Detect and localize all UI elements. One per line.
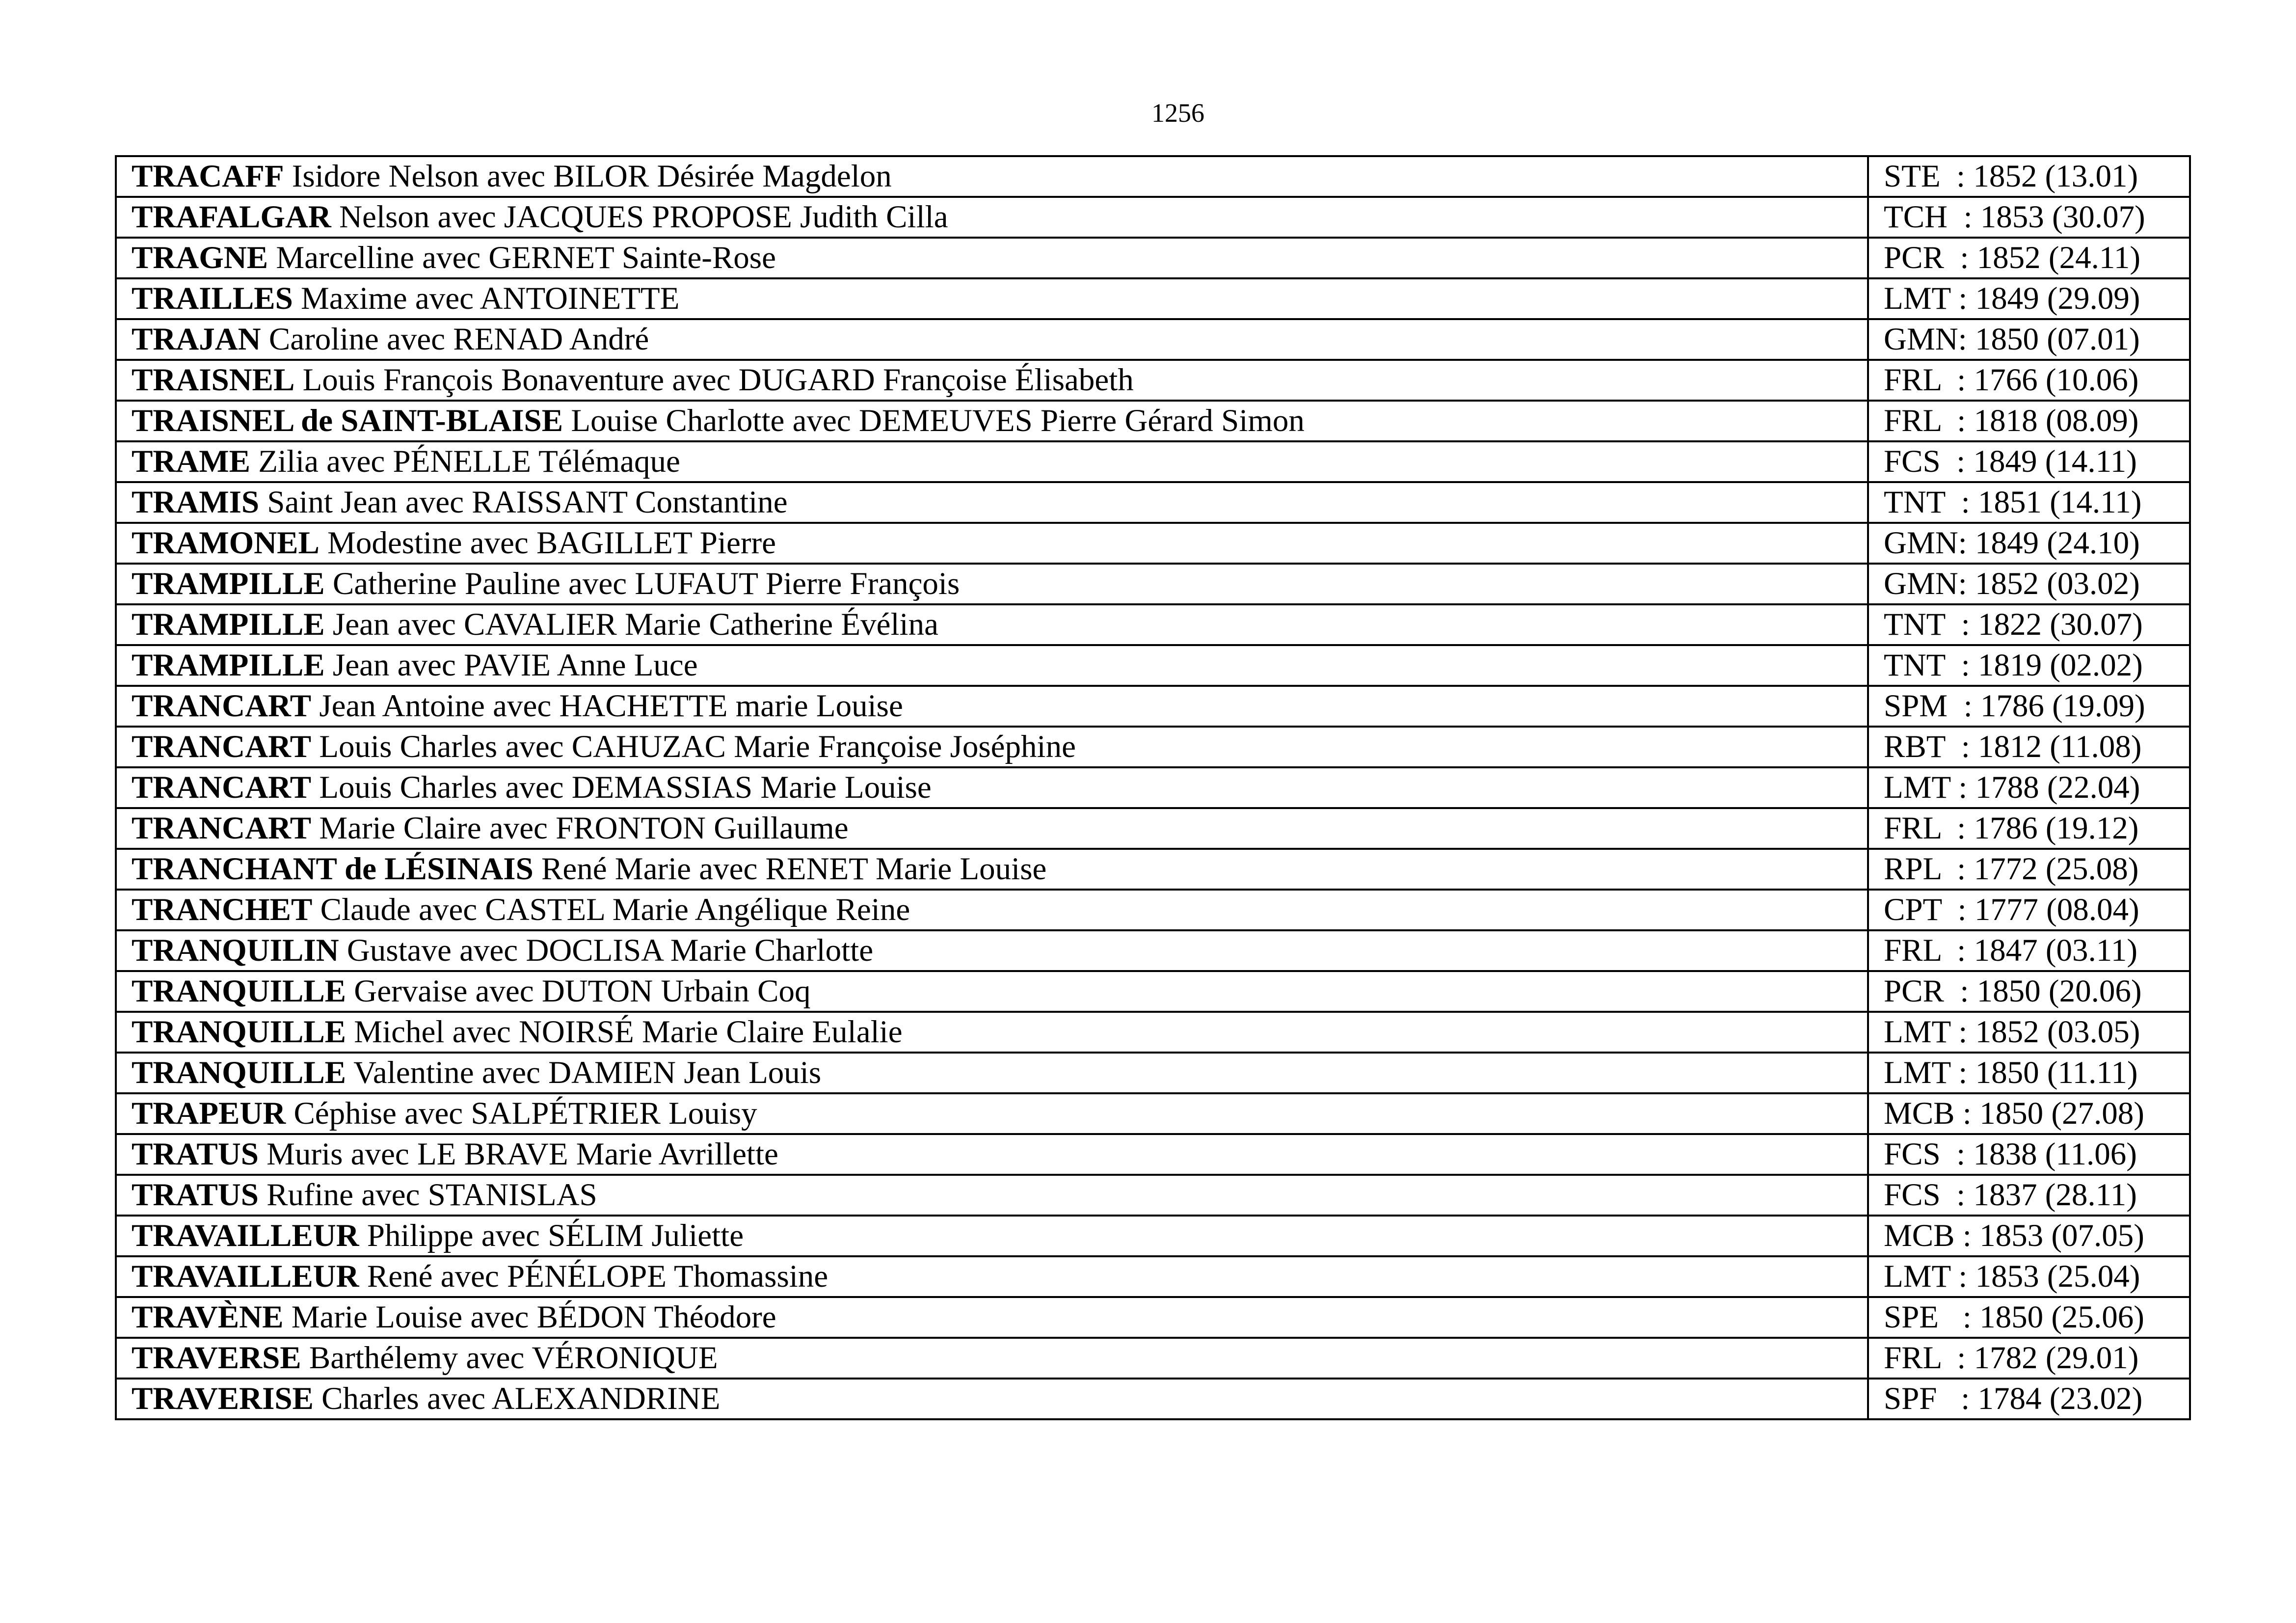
- spouses-cell: [116, 156, 1868, 197]
- spouses-cell: [116, 1256, 1868, 1297]
- given-names-and-spouse: Isidore Nelson avec BILOR Désirée Magdelon: [284, 159, 892, 194]
- table-row: [116, 930, 2190, 971]
- given-names-and-spouse: Charles avec ALEXANDRINE: [313, 1381, 721, 1416]
- parish-date-cell: FRL : 1847 (03.11): [1868, 930, 2190, 971]
- parish-date-cell: MCB : 1850 (27.08): [1868, 1093, 2190, 1134]
- given-names-and-spouse: Nelson avec JACQUES PROPOSE Judith Cilla: [331, 199, 948, 235]
- table-row: [116, 849, 2190, 890]
- surname: TRAFALGAR: [132, 199, 331, 235]
- spouses-cell: [116, 1297, 1868, 1338]
- given-names-and-spouse: Louis Charles avec CAHUZAC Marie Françoise Joséphine: [311, 729, 1076, 764]
- given-names-and-spouse: Caroline avec RENAD André: [261, 322, 649, 357]
- given-names-and-spouse: René avec PÉNÉLOPE Thomassine: [359, 1259, 828, 1294]
- surname: TRAMIS: [132, 485, 260, 520]
- spouses-cell: [116, 441, 1868, 482]
- spouses-cell: [116, 767, 1868, 808]
- parish-date-cell: LMT : 1849 (29.09): [1868, 278, 2190, 319]
- parish-date-cell: LMT : 1850 (11.11): [1868, 1053, 2190, 1093]
- given-names-and-spouse: Louise Charlotte avec DEMEUVES Pierre Gérard Simon: [563, 403, 1305, 438]
- surname: TRANQUILLE: [132, 1014, 347, 1050]
- table-row: [116, 156, 2190, 197]
- table-row: [116, 441, 2190, 482]
- table-row: [116, 1093, 2190, 1134]
- parish-date-cell: FCS : 1837 (28.11): [1868, 1175, 2190, 1216]
- page-number: 1256: [1151, 98, 1204, 128]
- spouses-cell: [116, 360, 1868, 401]
- surname: TRAVERISE: [132, 1381, 314, 1416]
- spouses-cell: [116, 1053, 1868, 1093]
- surname: TRAILLES: [132, 281, 293, 316]
- marriage-register-table: [115, 155, 2191, 1420]
- parish-date-cell: FCS : 1849 (14.11): [1868, 441, 2190, 482]
- given-names-and-spouse: Saint Jean avec RAISSANT Constantine: [259, 485, 788, 520]
- table-row: [116, 767, 2190, 808]
- spouses-cell: [116, 686, 1868, 727]
- given-names-and-spouse: Modestine avec BAGILLET Pierre: [319, 525, 776, 561]
- table-row: [116, 1379, 2190, 1419]
- parish-date-cell: LMT : 1852 (03.05): [1868, 1012, 2190, 1053]
- given-names-and-spouse: Valentine avec DAMIEN Jean Louis: [346, 1055, 822, 1090]
- surname: TRATUS: [132, 1136, 259, 1172]
- register-body: [116, 156, 2190, 1419]
- spouses-cell: [116, 1379, 1868, 1419]
- table-row: [116, 238, 2190, 278]
- surname: TRANCART: [132, 770, 312, 805]
- given-names-and-spouse: Jean avec CAVALIER Marie Catherine Évélina: [324, 607, 938, 642]
- surname: TRAME: [132, 444, 250, 479]
- given-names-and-spouse: Catherine Pauline avec LUFAUT Pierre François: [324, 566, 960, 601]
- table-row: [116, 971, 2190, 1012]
- given-names-and-spouse: Jean Antoine avec HACHETTE marie Louise: [311, 688, 903, 724]
- spouses-cell: [116, 564, 1868, 604]
- spouses-cell: [116, 604, 1868, 645]
- spouses-cell: [116, 1175, 1868, 1216]
- surname: TRACAFF: [132, 159, 284, 194]
- given-names-and-spouse: Gervaise avec DUTON Urbain Coq: [346, 974, 811, 1009]
- table-row: [116, 1338, 2190, 1379]
- parish-date-cell: SPM : 1786 (19.09): [1868, 686, 2190, 727]
- surname: TRANQUILLE: [132, 1055, 347, 1090]
- spouses-cell: [116, 930, 1868, 971]
- parish-date-cell: FCS : 1838 (11.06): [1868, 1134, 2190, 1175]
- parish-date-cell: MCB : 1853 (07.05): [1868, 1216, 2190, 1256]
- parish-date-cell: STE : 1852 (13.01): [1868, 156, 2190, 197]
- given-names-and-spouse: Maxime avec ANTOINETTE: [293, 281, 680, 316]
- given-names-and-spouse: Louis Charles avec DEMASSIAS Marie Louise: [311, 770, 932, 805]
- spouses-cell: [116, 1338, 1868, 1379]
- parish-date-cell: GMN: 1850 (07.01): [1868, 319, 2190, 360]
- surname: TRANCHET: [132, 892, 313, 927]
- surname: TRAMPILLE: [132, 607, 325, 642]
- surname: TRANCHANT de LÉSINAIS: [132, 851, 534, 887]
- table-row: [116, 564, 2190, 604]
- table-row: [116, 686, 2190, 727]
- parish-date-cell: GMN: 1849 (24.10): [1868, 523, 2190, 564]
- parish-date-cell: LMT : 1853 (25.04): [1868, 1256, 2190, 1297]
- spouses-cell: [116, 1134, 1868, 1175]
- given-names-and-spouse: Muris avec LE BRAVE Marie Avrillette: [258, 1136, 778, 1172]
- table-row: [116, 604, 2190, 645]
- table-row: [116, 197, 2190, 238]
- parish-date-cell: RPL : 1772 (25.08): [1868, 849, 2190, 890]
- spouses-cell: [116, 971, 1868, 1012]
- surname: TRAVERSE: [132, 1340, 301, 1376]
- parish-date-cell: FRL : 1818 (08.09): [1868, 401, 2190, 441]
- surname: TRAGNE: [132, 240, 268, 275]
- surname: TRAJAN: [132, 322, 261, 357]
- given-names-and-spouse: Marie Louise avec BÉDON Théodore: [283, 1299, 776, 1335]
- table-row: [116, 482, 2190, 523]
- given-names-and-spouse: Gustave avec DOCLISA Marie Charlotte: [339, 933, 874, 968]
- surname: TRAMPILLE: [132, 648, 325, 683]
- surname: TRAMONEL: [132, 525, 320, 561]
- parish-date-cell: TNT : 1819 (02.02): [1868, 645, 2190, 686]
- table-row: [116, 890, 2190, 930]
- surname: TRAISNEL: [132, 362, 295, 398]
- spouses-cell: [116, 278, 1868, 319]
- parish-date-cell: CPT : 1777 (08.04): [1868, 890, 2190, 930]
- given-names-and-spouse: Philippe avec SÉLIM Juliette: [359, 1218, 744, 1253]
- surname: TRAISNEL de SAINT-BLAISE: [132, 403, 563, 438]
- table-row: [116, 1053, 2190, 1093]
- given-names-and-spouse: Marie Claire avec FRONTON Guillaume: [311, 811, 849, 846]
- spouses-cell: [116, 890, 1868, 930]
- spouses-cell: [116, 645, 1868, 686]
- parish-date-cell: SPE : 1850 (25.06): [1868, 1297, 2190, 1338]
- surname: TRAMPILLE: [132, 566, 325, 601]
- spouses-cell: [116, 1216, 1868, 1256]
- given-names-and-spouse: Jean avec PAVIE Anne Luce: [324, 648, 698, 683]
- table-row: [116, 360, 2190, 401]
- spouses-cell: [116, 1093, 1868, 1134]
- table-row: [116, 808, 2190, 849]
- surname: TRAPEUR: [132, 1096, 286, 1131]
- parish-date-cell: RBT : 1812 (11.08): [1868, 727, 2190, 767]
- spouses-cell: [116, 482, 1868, 523]
- table-row: [116, 401, 2190, 441]
- surname: TRAVAILLEUR: [132, 1259, 359, 1294]
- parish-date-cell: SPF : 1784 (23.02): [1868, 1379, 2190, 1419]
- given-names-and-spouse: Barthélemy avec VÉRONIQUE: [301, 1340, 718, 1376]
- table-row: [116, 319, 2190, 360]
- surname: TRANCART: [132, 811, 312, 846]
- parish-date-cell: PCR : 1852 (24.11): [1868, 238, 2190, 278]
- spouses-cell: [116, 319, 1868, 360]
- given-names-and-spouse: Marcelline avec GERNET Sainte-Rose: [268, 240, 776, 275]
- spouses-cell: [116, 808, 1868, 849]
- given-names-and-spouse: René Marie avec RENET Marie Louise: [533, 851, 1047, 887]
- table-row: [116, 1175, 2190, 1216]
- table-row: [116, 1256, 2190, 1297]
- parish-date-cell: PCR : 1850 (20.06): [1868, 971, 2190, 1012]
- given-names-and-spouse: Céphise avec SALPÉTRIER Louisy: [286, 1096, 757, 1131]
- parish-date-cell: TNT : 1822 (30.07): [1868, 604, 2190, 645]
- spouses-cell: [116, 197, 1868, 238]
- given-names-and-spouse: Zilia avec PÉNELLE Télémaque: [250, 444, 680, 479]
- table-row: [116, 1297, 2190, 1338]
- given-names-and-spouse: Louis François Bonaventure avec DUGARD Françoise Élisabeth: [294, 362, 1134, 398]
- parish-date-cell: TNT : 1851 (14.11): [1868, 482, 2190, 523]
- surname: TRANCART: [132, 729, 312, 764]
- spouses-cell: [116, 401, 1868, 441]
- spouses-cell: [116, 523, 1868, 564]
- surname: TRANQUILLE: [132, 974, 347, 1009]
- table-row: [116, 727, 2190, 767]
- table-row: [116, 645, 2190, 686]
- spouses-cell: [116, 849, 1868, 890]
- parish-date-cell: FRL : 1766 (10.06): [1868, 360, 2190, 401]
- parish-date-cell: FRL : 1782 (29.01): [1868, 1338, 2190, 1379]
- surname: TRANCART: [132, 688, 312, 724]
- table-row: [116, 1134, 2190, 1175]
- surname: TRAVAILLEUR: [132, 1218, 359, 1253]
- spouses-cell: [116, 1012, 1868, 1053]
- parish-date-cell: GMN: 1852 (03.02): [1868, 564, 2190, 604]
- spouses-cell: [116, 727, 1868, 767]
- table-row: [116, 523, 2190, 564]
- spouses-cell: [116, 238, 1868, 278]
- surname: TRANQUILIN: [132, 933, 339, 968]
- given-names-and-spouse: Michel avec NOIRSÉ Marie Claire Eulalie: [346, 1014, 903, 1050]
- given-names-and-spouse: Claude avec CASTEL Marie Angélique Reine: [312, 892, 910, 927]
- parish-date-cell: TCH : 1853 (30.07): [1868, 197, 2190, 238]
- table-row: [116, 1216, 2190, 1256]
- table-row: [116, 278, 2190, 319]
- given-names-and-spouse: Rufine avec STANISLAS: [258, 1177, 597, 1213]
- surname: TRATUS: [132, 1177, 259, 1213]
- parish-date-cell: FRL : 1786 (19.12): [1868, 808, 2190, 849]
- table-row: [116, 1012, 2190, 1053]
- surname: TRAVÈNE: [132, 1299, 284, 1335]
- parish-date-cell: LMT : 1788 (22.04): [1868, 767, 2190, 808]
